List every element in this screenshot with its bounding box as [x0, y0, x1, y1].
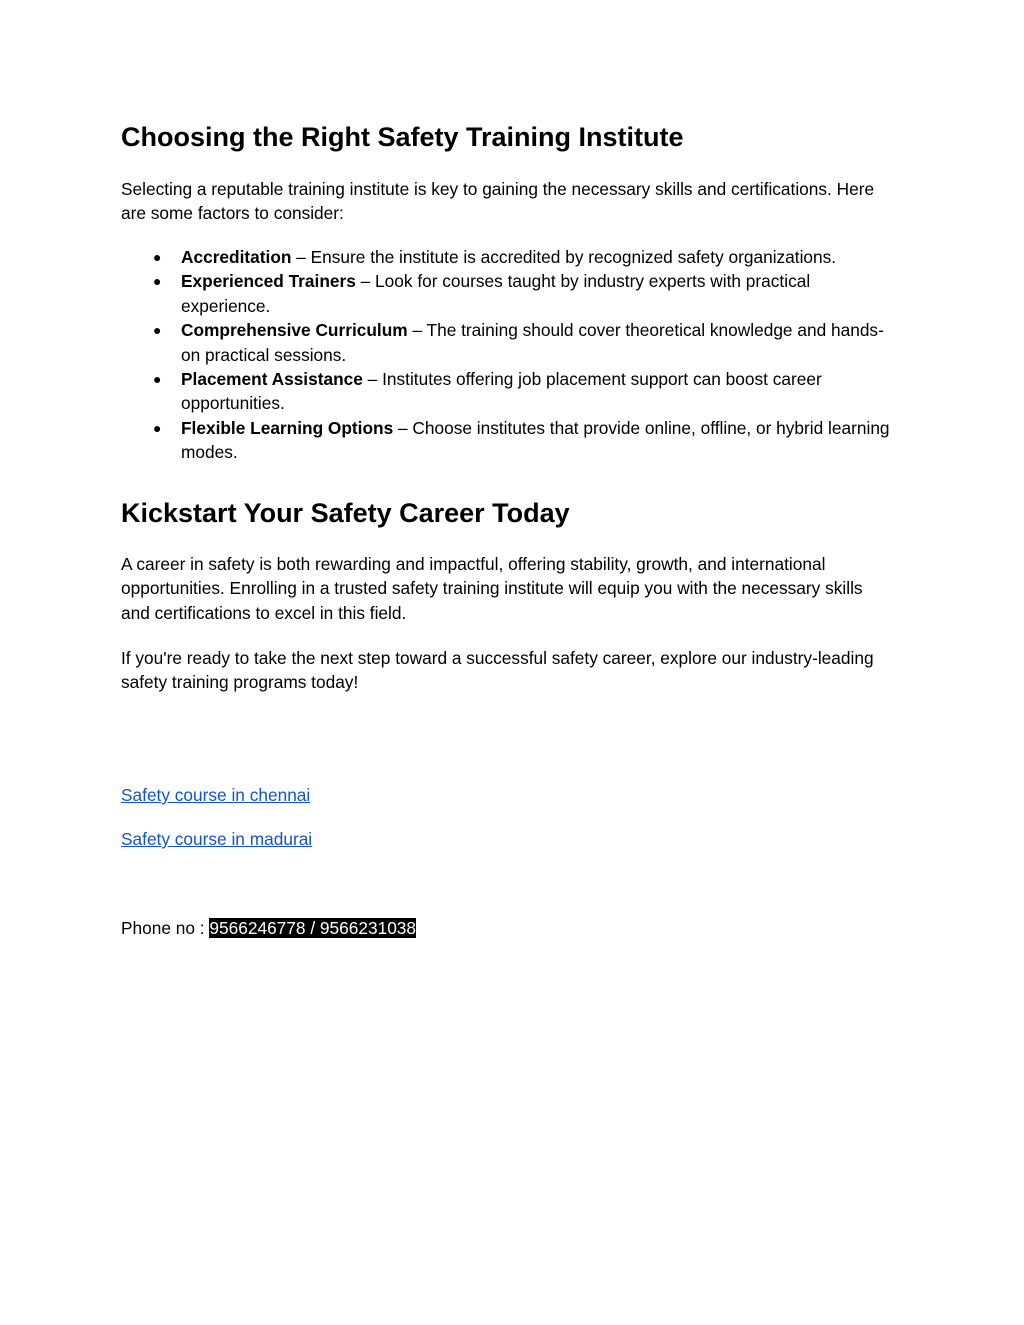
factor-term: Comprehensive Curriculum	[181, 320, 408, 341]
factor-term: Experienced Trainers	[181, 271, 356, 292]
factor-term: Accreditation	[181, 247, 292, 267]
factor-desc: – Institutes offering job placement support can boost career opportunities.	[181, 369, 822, 414]
section-heading-kickstart-career: Kickstart Your Safety Career Today	[121, 498, 570, 528]
bullet-icon: ●	[153, 322, 162, 339]
list-item	[121, 245, 891, 269]
bullet-icon: ●	[153, 419, 162, 436]
phone-label: Phone no :	[121, 918, 210, 938]
career-paragraph: A career in safety is both rewarding and impactful, offering stability, growth, and international opportunities. Enrolling in a trusted safety training institute will equip you with the necessary skills and certifications to excel in this field.	[121, 554, 863, 623]
factor-desc: – Look for courses taught by industry experts with practical experience.	[181, 271, 811, 316]
bullet-icon: ●	[153, 273, 162, 290]
factor-desc: – Choose institutes that provide online, offline, or hybrid learning modes.	[181, 417, 890, 463]
bullet-icon: ●	[153, 371, 162, 388]
factor-desc: – Ensure the institute is accredited by recognized safety organizations.	[291, 247, 837, 267]
section-heading-choosing-institute: Choosing the Right Safety Training Institute	[121, 122, 684, 152]
list-item	[121, 318, 891, 367]
call-to-action-paragraph: If you're ready to take the next step toward a successful safety career, explore our industry-leading safety training programs today!	[121, 648, 874, 693]
factor-term: Placement Assistance	[181, 369, 363, 390]
bullet-icon: ●	[153, 249, 162, 265]
safety-course-madurai-link[interactable]: Safety course in madurai	[121, 829, 313, 849]
list-item	[121, 269, 891, 318]
factor-desc: – The training should cover theoretical knowledge and hands-on practical sessions.	[181, 320, 884, 365]
factor-term: Flexible Learning Options	[181, 417, 394, 438]
list-item	[121, 416, 891, 465]
intro-paragraph: Selecting a reputable training institute is key to gaining the necessary skills and certifications. Here are some factors to consider:	[121, 179, 875, 224]
phone-contact	[121, 916, 416, 940]
phone-numbers: 9566246778 / 9566231038	[209, 918, 417, 938]
safety-course-chennai-link[interactable]: Safety course in chennai	[121, 785, 311, 805]
list-item	[121, 367, 891, 416]
factors-list	[121, 245, 891, 465]
